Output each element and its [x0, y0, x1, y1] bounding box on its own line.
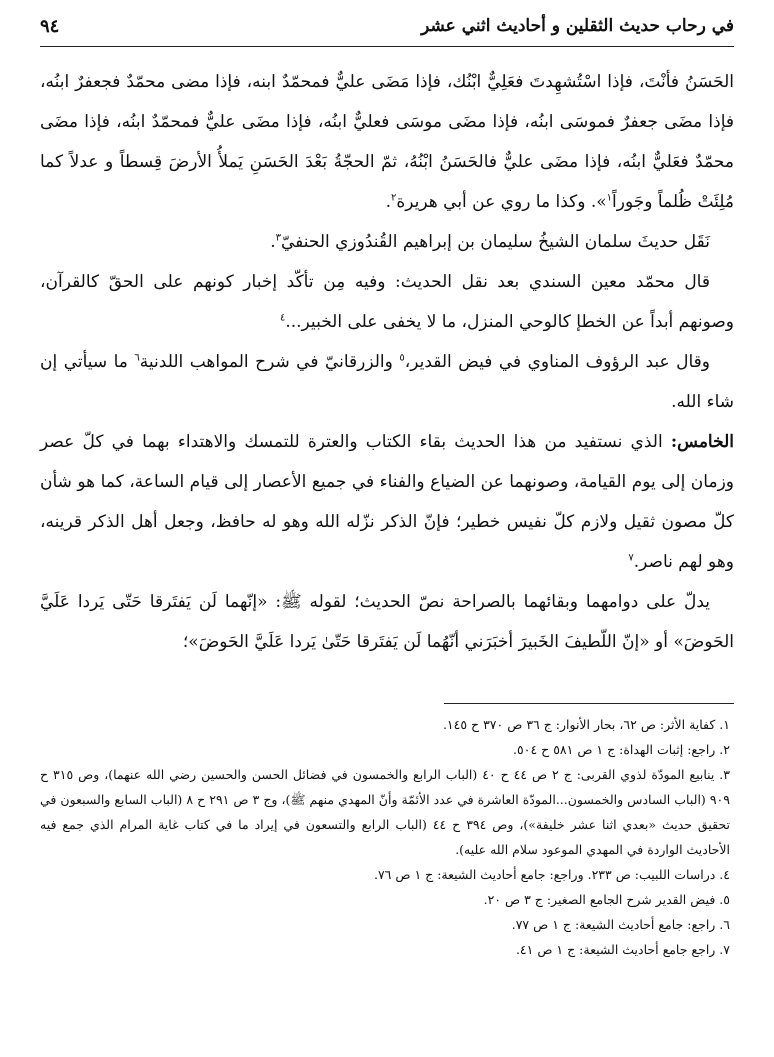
- footnote-2: ٢. راجع: إثبات الهداة: ج ١ ص ٥٨١ ح ٥٠٤.: [513, 742, 730, 757]
- page-number: ٩٤: [40, 15, 60, 37]
- footnote-ref-5: ٥: [399, 352, 405, 364]
- footnote-ref-6: ٦: [134, 352, 140, 364]
- running-title: في رحاب حديث الثقلين و أحاديث اثني عشر: [421, 16, 734, 36]
- footnote-6: ٦. راجع: جامع أحاديث الشيعة: ج ١ ص ٧٧.: [511, 917, 730, 932]
- paragraph-4: [40, 342, 734, 422]
- paragraph-3: [40, 262, 734, 342]
- footnote-7: ٧. راجع جامع أحاديث الشيعة: ج ١ ص ٤١.: [515, 942, 730, 957]
- footnote-ref-3: ٣: [275, 232, 281, 244]
- footnote-ref-1: ١: [606, 192, 613, 204]
- header-divider: [40, 46, 734, 47]
- footnote-3: ٣. ينابيع المودّة لذوي القربى: ج ٢ ص ٤٤ ح ٤٠ (الباب الرابع والخمسون في فضائل الحسن والحسين رضي الله عنهما)، وص ٣١٥ ح ٩٠٩ (الباب السادس والخمسون...المودّة العاشرة في عدد الأئمّة وأنّ المهدي منهم ﷺ)، وج ٣ ص ٢٩١ ح ٨ (الباب السابع والسبعون في تحقيق حديث «بعدي اثنا عشر خليفة»)، وص ٣٩٤ ح ٤٤ (الباب الرابع والتسعون في إيراد ما في كتاب غاية المرام الذي جمع فيه الأحاديث الواردة في المهدي الموعود سلام الله عليه).: [40, 767, 731, 857]
- paragraph-1: الحَسَنُ فأنْتَ، فإذا اسْتُشهِدتَ فعَلِيٌّ ابْنُك، فإذا مَضَى عليٌّ فمحمّدٌ ابنه، فإذا مضى محمّدٌ فجعفرٌ ابنُه، فإذا مضَى جعفرٌ فموسَى ابنُه، فإذا مضَى موسَى فعليٌّ ابنُه، فإذا مضَى عليٌّ فمحمّدٌ ابنُه، فإذا مضَى محمّدٌ فعَليٌّ ابنُه، فإذا مضَى عليٌّ فالحَسَنُ ابْنُهُ، ثمّ الحجّةُ بَعْدَ الحَسَنِ يَملأُ الأرضَ قِسطاً و عدلاً كما مُلِئَتْ ظُلماً وجَوراً$^١$». وكذا ما روي عن أبي هريرة$^٢$.: [40, 72, 734, 212]
- paragraph-2-text: نَقَل حديثَ سلمان الشيخُ سليمان بن إبراهيم القُندُوزي الحنفيّ: [280, 232, 710, 252]
- footnote-ref-4: ٤: [279, 312, 286, 324]
- paragraph-4-text-a: وقال عبد الرؤوف المناوي في فيض القدير،: [404, 352, 711, 372]
- paragraph-1-tail: ». وكذا ما روي عن أبي هريرة: [396, 192, 607, 212]
- section-lead: الخامس:: [670, 432, 734, 452]
- paragraph-6-text: يدلّ على دوامهما وبقائهما بالصراحة نصّ الحديث؛ لقوله ﷺ: «إنّهما لَن يَفتَرقا حَتّى يَردا عَلَيَّ الحَوضَ» أو «إنّ اللّطيفَ الخَبيرَ أخبَرَني أنّهُما لَن يَفتَرقا حَتّىٰ يَردا عَلَيَّ الحَوضَ»؛: [40, 592, 734, 652]
- paragraph-2: نَقَل حديثَ سلمان الشيخُ سليمان بن إبراهيم القُندُوزي الحنفيّ$^٣$.: [270, 232, 710, 252]
- page-header: [40, 8, 734, 44]
- main-text: [40, 62, 734, 662]
- paragraph-4-text-c: ما سيأتي إن شاء الله.: [40, 352, 734, 412]
- footnote-4: ٤. دراسات اللبيب: ص ٢٣٣. وراجع: جامع أحاديث الشيعة: ج ١ ص ٧٦.: [373, 867, 730, 882]
- paragraph-4-text-b: والزرقانيّ في شرح المواهب اللدنية: [139, 352, 393, 372]
- paragraph-5: [40, 422, 734, 582]
- paragraph-3-text: قال محمّد معين السندي بعد نقل الحديث: وفيه مِن تأكّد إخبار كونهم على الحقّ كالقرآن، وصونهم أبداً عن الخطإ كالوحي المنزل، ما لا يخفى على الخبير...: [40, 272, 734, 332]
- footnote-ref-7: ٧: [628, 552, 634, 564]
- paragraph-5-text: الذي نستفيد من هذا الحديث بقاء الكتاب والعترة للتمسك والاهتداء بهما في كلّ عصر وزمان إلى يوم القيامة، وصونهما عن الضياع والفناء في جميع الأعصار إلى قيام الساعة، كما هو شأن كلّ مصون ثقيل ولازم كلّ نفيس خطير؛ فإنّ الذكر نزّله الله وهو له حافظ، وجعل أهل الذكر قرينه، وهو لهم ناصر.: [40, 432, 734, 572]
- paragraph-1-text: الحَسَنُ فأنْتَ، فإذا اسْتُشهِدتَ فعَلِيٌّ ابْنُك، فإذا مَضَى عليٌّ فمحمّدٌ ابنه، فإذا مضى محمّدٌ فجعفرٌ ابنُه، فإذا مضَى جعفرٌ فموسَى ابنُه، فإذا مضَى موسَى فعليٌّ ابنُه، فإذا مضَى عليٌّ فمحمّدٌ ابنُه، فإذا مضَى محمّدٌ فعَليٌّ ابنُه، فإذا مضَى عليٌّ فالحَسَنُ ابْنُهُ، ثمّ الحجّةُ بَعْدَ الحَسَنِ يَملأُ الأرضَ قِسطاً و عدلاً كما مُلِئَتْ ظُلماً وجَوراً: [40, 72, 734, 212]
- footnotes: [40, 712, 734, 962]
- footnote-ref-2: ٢: [391, 192, 397, 204]
- footnote-1: ١. كفاية الأثر: ص ٦٢، بحار الأنوار: ج ٣٦ ص ٣٧٠ ح ١٤٥.: [442, 717, 730, 732]
- paragraph-6: [40, 582, 734, 662]
- footnote-5: ٥. فيض القدير شرح الجامع الصغير: ج ٣ ص ٢٠.: [483, 892, 730, 907]
- footnote-divider: [444, 703, 734, 704]
